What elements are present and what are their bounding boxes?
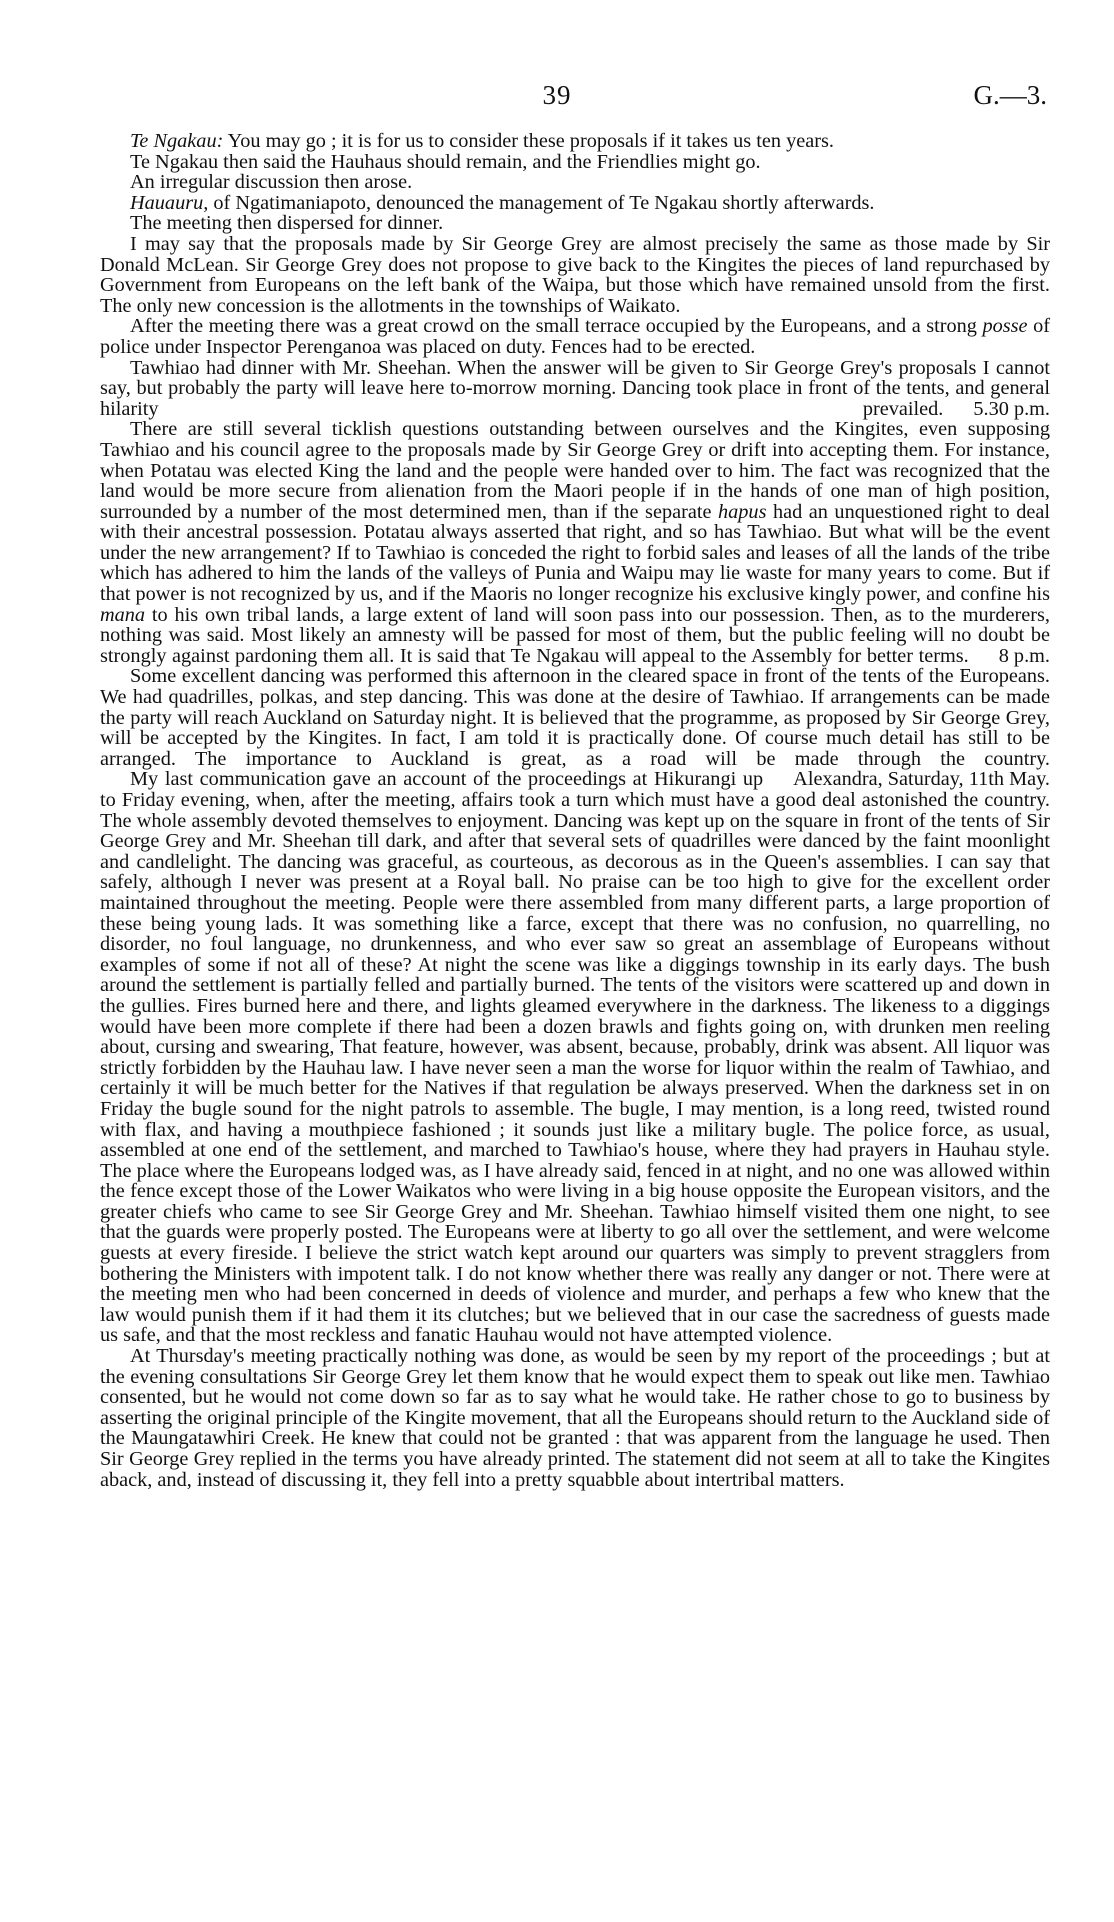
paragraph: Hauauru, of Ngatimaniapoto, denounced the management of Te Ngakau shortly afterwards. xyxy=(130,191,875,214)
paragraph: Te Ngakau: You may go ; it is for us to consider these proposals if it takes us ten years. xyxy=(130,130,834,152)
page-number: 39 xyxy=(542,80,572,110)
italic-term: posse xyxy=(982,315,1028,338)
speaker-name: Hauauru, xyxy=(130,191,209,214)
time-stamp: 8 p.m. xyxy=(998,644,1050,667)
paragraph: My last communication gave an account of the proceedings at Hikurangi up to Friday evening, when, after the meeting, affairs took a turn which must have a good deal astonished the country. The whole assembly devoted themselves to enjoyment. Dancing was kept up on the square in front of the tents of Sir George Grey and Mr. Sheehan till dark, and after that several sets of quadrilles were danced by the faint moonlight and candlelight. The dancing was graceful, as courteous, as decorous as in the Queen's assemblies. I can say that safely, although I never was present at a Royal ball. No praise can be too high to give for the excellent order maintained throughout the meeting. People were there assembled from many different parts, a large proportion of these being young lads. It was something like a farce, except that there was no confusion, no quarrelling, no disorder, no foul language, no drunkenness, and who ever saw so great an assemblage of Europeans without examples of some if not all of these? At night the scene was like a diggings township in its early days. The bush around the settlement is partially felled and partially burned. The tents of the visitors were scattered up and down in the gullies. Fires burned here and there, and lights gleamed everywhere in the darkness. The likeness to a diggings would have been more complete if there had been a dozen brawls and fights going on, with drunken men reeling about, cursing and swearing, That feature, however, was absent, because, probably, drink was absent. All liquor was strictly forbidden by the Hauhau law. I have never seen a man the worse for liquor within the realm of Tawhiao, and certainly it will be much better for the Natives if that regulation be always preserved. When the darkness set in on Friday the bugle sound for the night patrols to assemble. The bugle, I may mention, is a long reed, twisted round with flax, and having a mouthpiece fashioned ; it sounds just like a military bugle. The police force, as usual, assembled at one end of the settlement, and marched to Tawhiao's house, where they had prayers in Hauhau style. The place where the Europeans lodged was, as I have already said, fenced in at night, and no one was allowed within the fence except those of the Lower Waikatos who were living in a big house opposite the European visitors, and the greater chiefs who came to see Sir George Grey and Mr. Sheehan. Tawhiao himself visited them one night, to see that the guards were properly posted. The Europeans were at liberty to go all over the settlement, and were welcome guests at every fireside. I believe the strict watch kept around our quarters was simply to prevent stragglers from bothering the Ministers with impotent talk. I do not know whether there was really any danger or not. There were at the meeting men who had been concerned in deeds of violence and murder, and perhaps a few who knew that the law would punish them if it had them it its clutches; but we believed that in our case the sacredness of guests made us safe, and that the most reckless and fanatic Hauhau would not have attempted violence. xyxy=(100,768,1050,1347)
paragraph: The meeting then dispersed for dinner. xyxy=(130,212,444,235)
speaker-name: Te Ngakau: xyxy=(130,130,224,152)
dateline: Alexandra, Saturday, 11th May. xyxy=(793,768,1050,791)
page-header xyxy=(0,80,1114,120)
paragraph: An irregular discussion then arose. xyxy=(130,171,413,194)
paragraph: Tawhiao had dinner with Mr. Sheehan. When the answer will be given to Sir George Grey's proposals I cannot say, but probably the party will leave here to-morrow morning. Dancing took place in front of the tents, and general hilarity prevailed. 5.30 p.m. xyxy=(100,356,1050,420)
paragraph: There are still several ticklish questions outstanding between ourselves and the Kingites, even supposing Tawhiao and his council agree to the proposals made by Sir George Grey or drift into accepting them. For instance, when Potatau was elected King the land and the people were handed over to him. The fact was recognized that the land would be more secure from alienation from the Maori people if in the hands of one man of high position, surrounded by a number of the most determined men, than if the separate hapus had an unquestioned right to deal with their ancestral possession. Potatau always asserted that right, and so has Tawhiao. But what will be the event under the new arrangement? If to Tawhiao is conceded the right to forbid sales and leases of all the lands of the tribe which has adhered to him the lands of the valleys of Punia and Waipu may lie waste for many years to come. But if that power is not recognized by us, and if the Maoris no longer recognize his exclusive kingly power, and confine his mana to his own tribal lands, a large extent of land will soon pass into our possession. Then, as to the murderers, nothing was said. Most likely an amnesty will be passed for most of them, but the public feeling will no doubt be strongly against pardoning them all. It is said that Te Ngakau will appeal to the Assembly for better terms. 8 p.m. xyxy=(100,418,1050,667)
paragraph: I may say that the proposals made by Sir George Grey are almost precisely the same as those made by Sir Donald McLean. Sir George Grey does not propose to give back to the Kingites the pieces of land repurchased by Government from Europeans on the left bank of the Waipa, but those which have remained unsold from the first. The only new concession is the allotments in the townships of Waikato. xyxy=(100,232,1050,317)
italic-term: hapus xyxy=(718,500,767,523)
paragraph: Some excellent dancing was performed this afternoon in the cleared space in front of the tents of the Europeans. We had quadrilles, polkas, and step dancing. This was done at the desire of Tawhiao. If arrangements can be made the party will reach Auckland on Saturday night. It is believed that the programme, as proposed by Sir George Grey, will be accepted by the Kingites. In fact, I am told it is practically done. Of course much detail has still to be arranged. The importance to Auckland is great, as a road will be made through the country. Alexandra, Saturday, 11th May. xyxy=(100,665,1050,791)
paragraph: Te Ngakau then said the Hauhaus should remain, and the Friendlies might go. xyxy=(130,150,761,173)
article-body xyxy=(100,131,1050,1490)
paragraph: After the meeting there was a great crowd on the small terrace occupied by the Europeans, and a strong posse of police under Inspector Perenganoa was placed on duty. Fences had to be erected. xyxy=(100,315,1050,358)
paragraph: At Thursday's meeting practically nothing was done, as would be seen by my report of the proceedings ; but at the evening consultations Sir George Grey let them know that he would expect them to speak out like men. Tawhiao consented, but he would not come down so far as to say what he would take. He rather chose to go to business by asserting the original principle of the Kingite movement, that all the Europeans should return to the Auckland side of the Maungatawhiri Creek. He knew that could not be granted : that was apparent from the language he used. Then Sir George Grey replied in the terms you have already printed. The statement did not seem at all to take the Kingites aback, and, instead of discussing it, they fell into a pretty squabble about intertribal matters. xyxy=(100,1345,1050,1491)
time-stamp: 5.30 p.m. xyxy=(973,397,1050,420)
document-reference: G.—3. xyxy=(973,80,1047,110)
italic-term: mana xyxy=(100,603,146,626)
